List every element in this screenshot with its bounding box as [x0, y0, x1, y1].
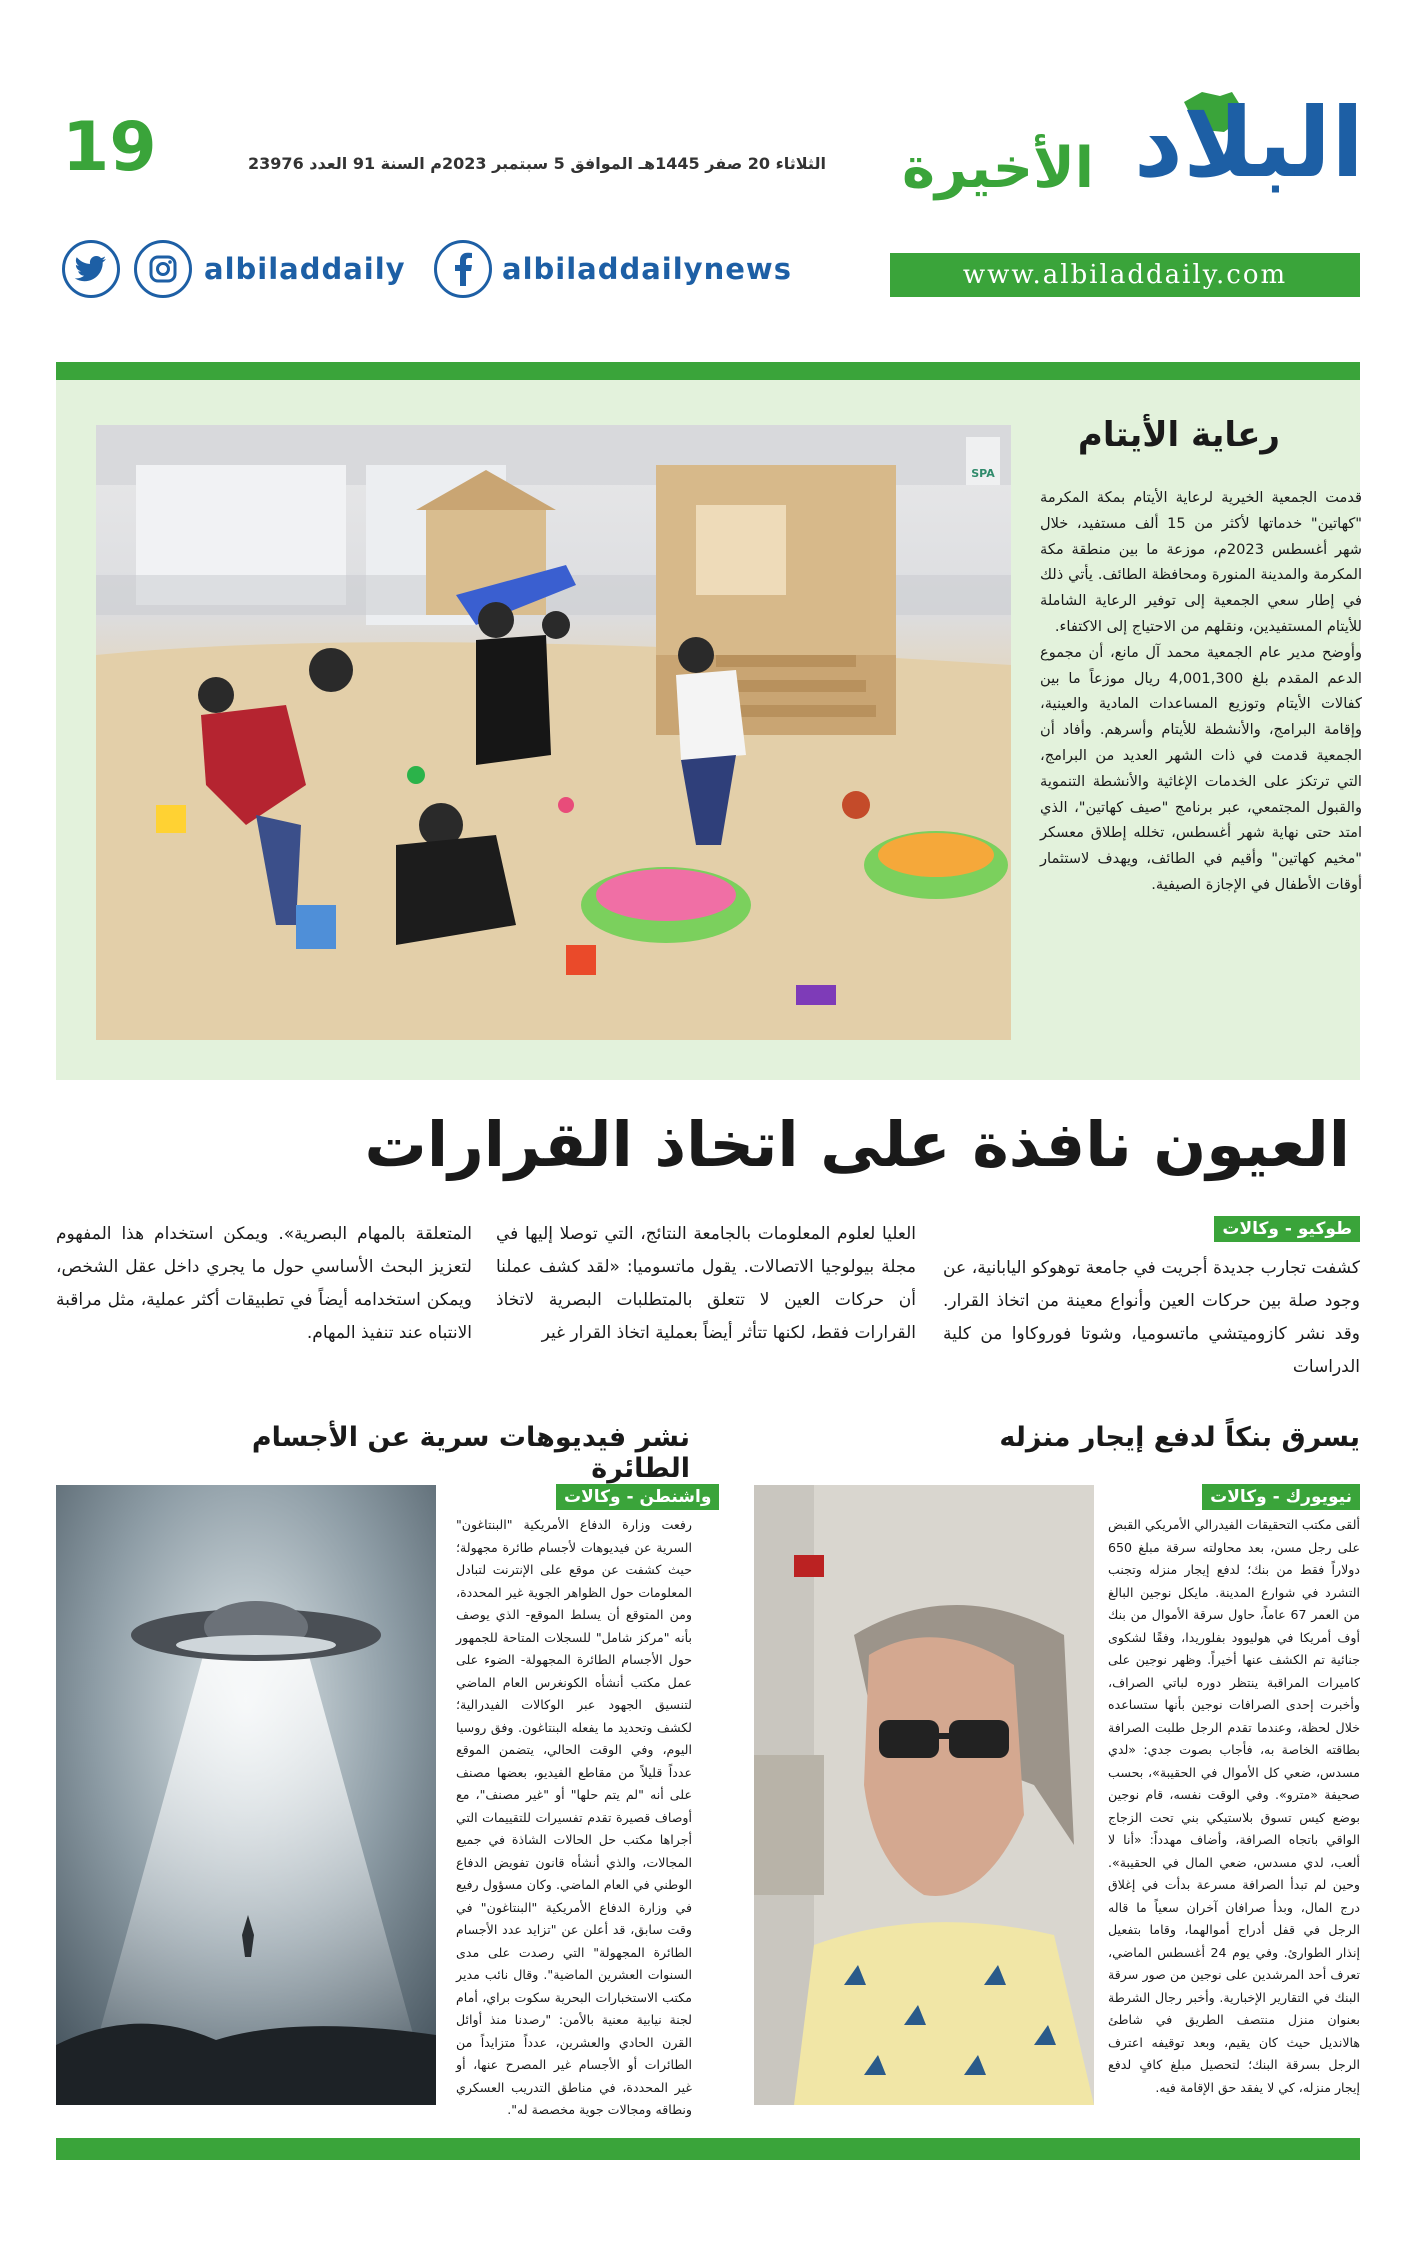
ufo-title: نشر فيديوهات سرية عن الأجسام الطائرة [251, 1422, 690, 1484]
eyes-col3-text: المتعلقة بالمهام البصرية». ويمكن استخدام هذا المفهوم لتعزيز البحث الأساسي حول ما يجري داخل عقل الشخص، ويمكن استخدامه أيضاً في تطبيقات أكثر عملية، مثل مراقبة الانتباه عند تنفيذ المهام. [56, 1224, 472, 1343]
eyes-column-1 [943, 1252, 1360, 1384]
ufo-body [456, 1514, 692, 2122]
website-link[interactable]: www.albiladdaily.com [890, 253, 1360, 297]
bank-source-tag: نيويورك - وكالات [1202, 1484, 1360, 1510]
ufo-text: رفعت وزارة الدفاع الأمريكية "البنتاغون" السرية عن فيديوهات لأجسام طائرة مجهولة؛ حيث كشفت عن موقع على الإنترنت لتبادل المعلومات حول الظواهر الجوية غير المحددة، ومن المتوقع أن يسلط الموقع- الذي يوصف بأنه "مركز شامل" للسجلات المتاحة للجمهور حول الأجسام الطائرة المجهولة- الضوء على عمل مكتب أنشأه الكونغرس العام الماضي لتنسيق الجهود عبر الوكالات الفيدرالية؛ لكشف وتحديد ما يفعله البنتاغون. وفق روسيا اليوم، وفي الوقت الحالي، يتضمن الموقع عدداً قليلاً من مقاطع الفيديو، بعضها مصنف على أنه "لم يتم حلها" أو "غير مصنف"، مع أوصاف قصيرة تقدم تفسيرات للتقييمات التي أجراها مكتب حل الحالات الشاذة في جميع المجالات، والذي أنشأه قانون تفويض الدفاع الوطني في العام الماضي. وكان مسؤول رفيع في وزارة الدفاع الأمريكية "البنتاغون" في وقت سابق، قد أعلن عن "تزايد عدد الأجسام الطائرة المجهولة" التي رصدت على مدى السنوات العشرين الماضية". وقال نائب مدير مكتب الاستخبارات البحرية سكوت براي، أمام لجنة نيابية معنية بالأمن: "رصدنا منذ أوائل القرن الحادي والعشرين، عدداً متزايداً من الطائرات أو الأجسام غير المصرح عنها، أو غير المحددة، في مناطق التدريب العسكري ونطاقه ومجالات جوية مخصصة له". [456, 1517, 692, 2117]
bank-body [1108, 1514, 1360, 2099]
instagram-handle[interactable]: albiladdaily [204, 252, 406, 286]
bank-text: ألقى مكتب التحقيقات الفيدرالي الأمريكي القبض على رجل مسن، بعد محاولته سرقة مبلغ 650 دولاراً فقط من بنك؛ لدفع إيجار منزله وتجنب التشرد في شوارع المدينة. مايكل نوجين البالغ من العمر 67 عاماً، حاول سرقة الأموال من بنك أوف أمريكا في هوليوود بفلوريدا، وفقًا لشكوى جنائية تم الكشف عنها أخيراً. وظهر نوجين على كاميرات المراقبة ينتظر دوره لباتي الصراف، وأخبرت إحدى الصرافات نوجين بأنها ستساعده خلال لحظة، وعندما تقدم الرجل طلبت الصرافة بطاقته الخاصة به، فأجاب بصوت جدي: «لدي مسدس، ضعي كل الأموال في الحقيبة»، بحسب صحيفة «مترو». وفي الوقت نفسه، قام نوجين بوضع كيس تسوق بلاستيكي بني تحت الزجاج الواقي باتجاه الصرافة، وأضاف مهدداً: «أنا لا ألعب، لدي مسدس، ضعي المال في الحقيبة». وحين لم تبدأ الصرافة مسرعة بدأت في إغلاق درج المال، وبدأ صرافان آخران سعياً ما قاله الرجل في قفل أدراج أموالهما، وقاما بتفعيل إنذار الطوارئ. وفي يوم 24 أغسطس الماضي، تعرف أحد المرشدين على نوجين من صور سرقة البنك في التقارير الإخبارية. وأخبر رجال الشرطة بعنوان منزل منتصف الطريق في شاطئ هالانديل حيث كان يقيم، وبعد توقيفه اعترف الرجل بسرقة البنك؛ لتحصيل مبلغ كافٍ لدفع إيجار منزله، كي لا يفقد حق الإقامة فيه. [1108, 1517, 1360, 2095]
eyes-headline: العيون نافذة على اتخاذ القرارات [364, 1108, 1350, 1181]
facebook-icon[interactable] [434, 240, 492, 298]
eyes-column-2 [496, 1218, 916, 1350]
orphans-paragraph: وأوضح مدير عام الجمعية محمد آل مانع، أن مجموع الدعم المقدم بلغ 4,001,300 ريال موزعاً ما بين كفالات الأيتام وتوزيع المساعدات المادية والعينية، وإقامة البرامج، والأنشطة للأيتام وأسرهم. وأفاد أن الجمعية قدمت في ذات الشهر العديد من البرامج، التي ترتكز على الخدمات الإغاثية والأنشطة التنموية والقبول المجتمعي، عبر برنامج "صيف كهاتين"، الذي امتد حتى نهاية شهر أغسطس، تخلله إطلاق معسكر "مخيم كهاتين" وأقيم في الطائف، ويهدف لاستثمار أوقات الأطفال في الإجازة الصيفية. [1040, 643, 1362, 893]
bottom-green-rule [56, 2138, 1360, 2160]
logo-sub-text: الأخيرة [901, 136, 1094, 201]
spa-logo: SPA [971, 467, 995, 480]
logo-main-text: البلاد [1133, 87, 1364, 199]
facebook-handle[interactable]: albiladdailynews [502, 252, 792, 286]
orphans-body [1040, 485, 1362, 898]
eyes-col1-text: كشفت تجارب جديدة أجريت في جامعة توهوكو اليابانية، عن وجود صلة بين حركات العين وأنواع معينة من اتخاذ القرار. وقد نشر كازوميتشي ماتسوميا، وشوتا فوروكاوا من كلية الدراسات [943, 1258, 1360, 1377]
orphans-title: رعاية الأيتام [1077, 415, 1280, 455]
instagram-icon[interactable] [134, 240, 192, 298]
top-green-rule [56, 362, 1360, 382]
eyes-col2-text: العليا لعلوم المعلومات بالجامعة النتائج، التي توصلا إليها في مجلة بيولوجيا الاتصالات. يقول ماتسوميا: «لقد كشف عملنا أن حركات العين لا تتعلق بالمتطلبات البصرية لاتخاذ القرارات فقط، لكنها تتأثر أيضاً بعملية اتخاذ القرار غير [496, 1224, 916, 1343]
ufo-illustration [56, 1485, 436, 2105]
newspaper-logo[interactable] [884, 88, 1364, 218]
orphans-photo [96, 425, 1011, 1040]
ufo-photo [56, 1485, 436, 2105]
orphans-paragraph: قدمت الجمعية الخيرية لرعاية الأيتام بمكة المكرمة "كهاتين" خدماتها لأكثر من 15 ألف مستفيد، خلال شهر أغسطس 2023م، موزعة ما بين منطقة مكة المكرمة والمدينة المنورة ومحافظة الطائف. يأتي ذلك في إطار سعي الجمعية إلى توفير الرعاية الشاملة للأيتام المستفيدين، ونقلهم من الاحتياج إلى الاكتفاء. [1040, 489, 1362, 635]
bank-title: يسرق بنكاً لدفع إيجار منزله [999, 1422, 1360, 1453]
eyes-source-tag: طوكيو - وكالات [1214, 1216, 1360, 1242]
bank-robber-photo [754, 1485, 1094, 2105]
kids-sandpit-illustration [96, 425, 1011, 1040]
page-number: 19 [62, 108, 157, 187]
ufo-source-tag: واشنطن - وكالات [556, 1484, 719, 1510]
dateline: الثلاثاء 20 صفر 1445هـ الموافق 5 سبتمبر 2023م السنة 91 العدد 23976 [248, 154, 826, 173]
man-portrait-illustration [754, 1485, 1094, 2105]
eyes-column-3 [56, 1218, 472, 1350]
social-facebook [434, 236, 834, 302]
social-twitter-instagram [62, 236, 422, 302]
twitter-icon[interactable] [62, 240, 120, 298]
